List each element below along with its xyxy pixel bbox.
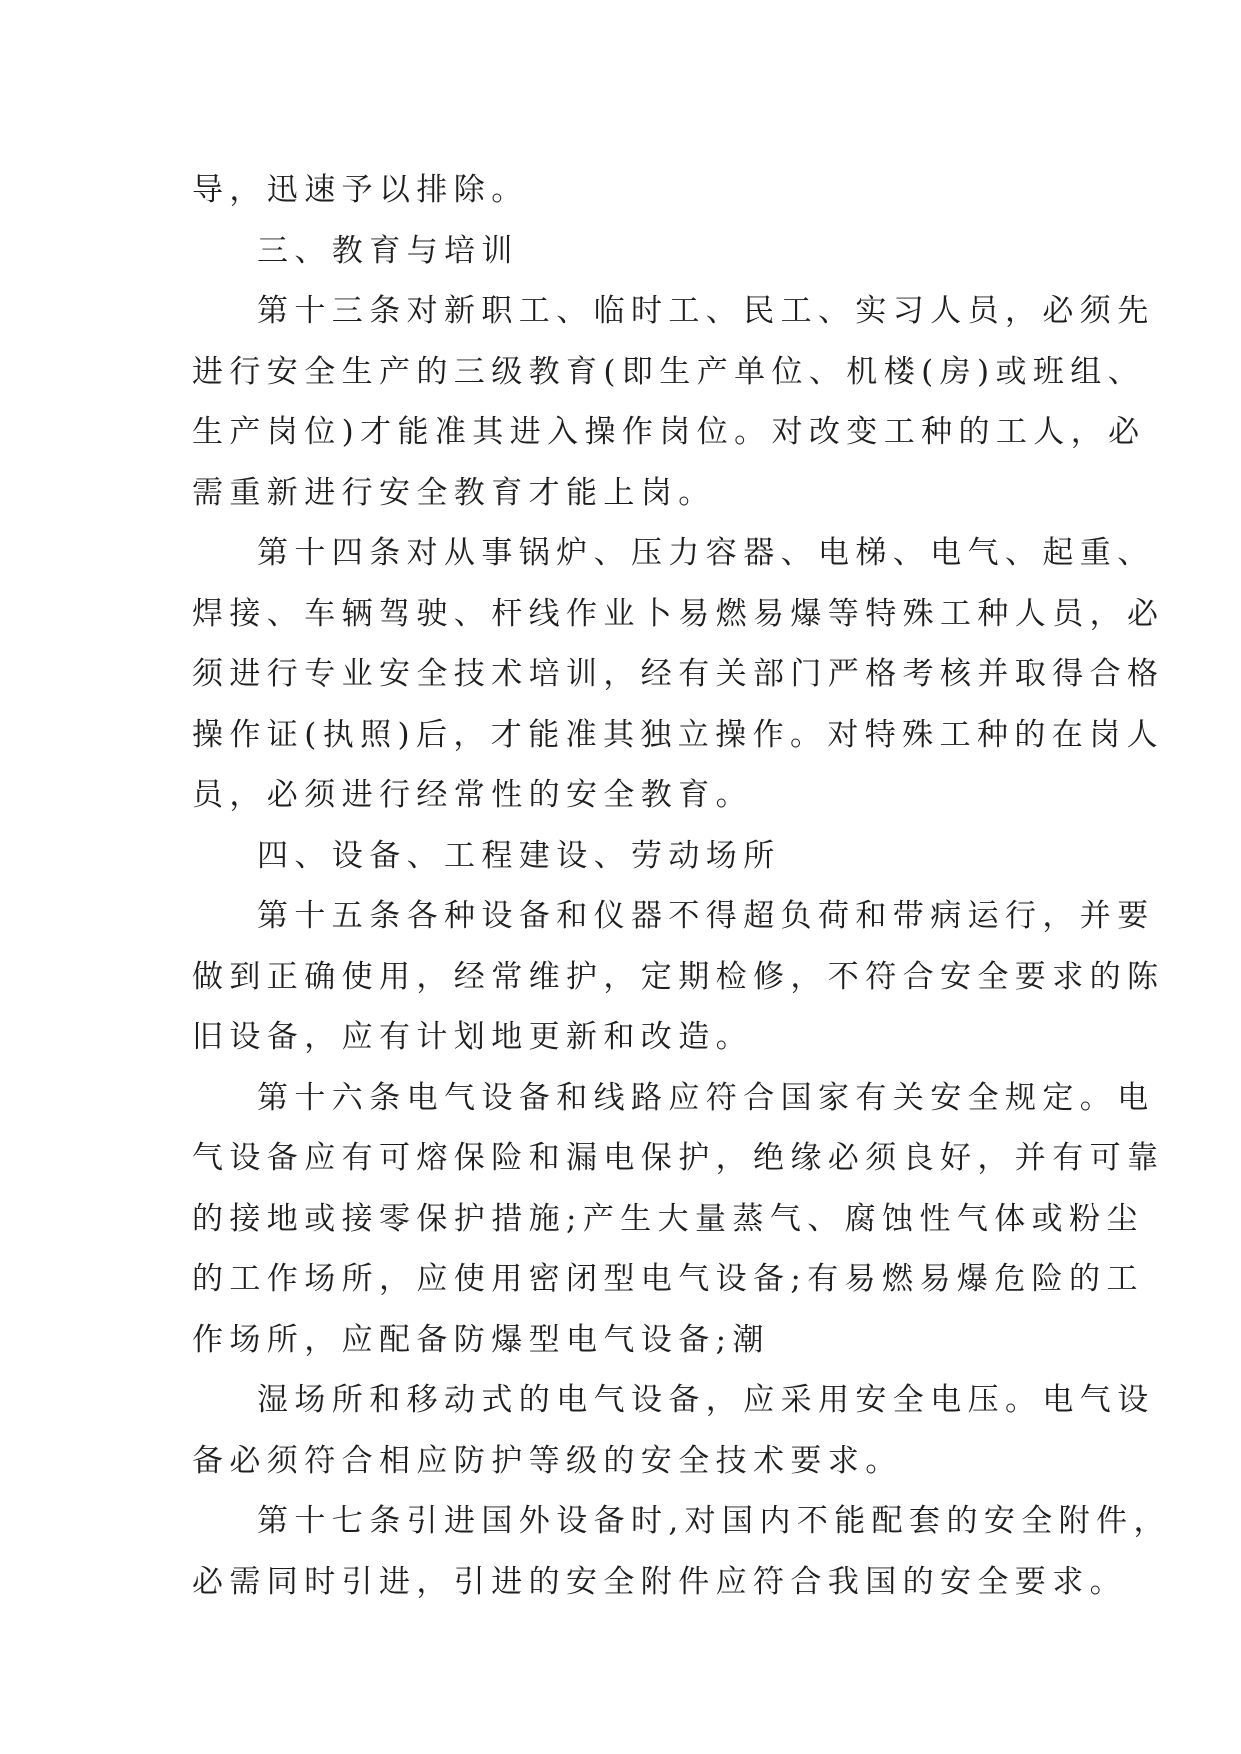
text-line: 第十五条各种设备和仪器不得超负荷和带病运行，并要 xyxy=(257,898,1155,934)
text-line: 操作证(执照)后，才能准其独立操作。对特殊工种的在岗人 xyxy=(192,716,1164,753)
text-line: 第十六条电气设备和线路应符合国家有关安全规定。电 xyxy=(257,1079,1155,1116)
section-heading-education: 三、教育与培训 xyxy=(257,232,519,269)
text-line: 旧设备，应有计划地更新和改造。 xyxy=(192,1019,753,1055)
text-line: 焊接、车辆驾驶、杆线作业卜易燃易爆等特殊工种人员，必 xyxy=(192,595,1165,632)
text-line: 备必须符合相应防护等级的安全技术要求。 xyxy=(192,1442,903,1479)
text-line: 第十四条对从事锅炉、压力容器、电梯、电气、起重、 xyxy=(257,535,1155,571)
text-line: 湿场所和移动式的电气设备，应采用安全电压。电气设 xyxy=(257,1382,1155,1418)
text-line: 导，迅速予以排除。 xyxy=(192,172,529,208)
document-body xyxy=(192,160,1171,1612)
text-line: 必需同时引进，引进的安全附件应符合我国的安全要求。 xyxy=(192,1563,1127,1600)
text-line: 做到正确使用，经常维护，定期检修，不符合安全要求的陈 xyxy=(192,958,1165,995)
text-line: 气设备应有可熔保险和漏电保护，绝缘必须良好，并有可靠 xyxy=(192,1140,1165,1176)
text-line: 须进行专业安全技术培训，经有关部门严格考核并取得合格 xyxy=(192,656,1165,692)
text-line: 生产岗位)才能准其进入操作岗位。对改变工种的工人，必 xyxy=(192,414,1146,450)
text-line: 作场所，应配备防爆型电气设备;潮 xyxy=(192,1321,770,1358)
text-line: 进行安全生产的三级教育(即生产单位、机楼(房)或班组、 xyxy=(192,353,1146,390)
text-line: 的工作场所，应使用密闭型电气设备;有易燃易爆危险的工 xyxy=(192,1261,1144,1297)
text-line: 第十三条对新职工、临时工、民工、实习人员，必须先 xyxy=(257,293,1155,329)
text-line: 需重新进行安全教育才能上岗。 xyxy=(192,474,716,511)
section-heading-equipment: 四、设备、工程建设、劳动场所 xyxy=(257,837,781,874)
text-line: 第十七条引进国外设备时,对国内不能配套的安全附件， xyxy=(257,1503,1171,1539)
text-line: 的接地或接零保护措施;产生大量蒸气、腐蚀性气体或粉尘 xyxy=(192,1200,1144,1237)
text-line: 员，必须进行经常性的安全教育。 xyxy=(192,777,753,813)
